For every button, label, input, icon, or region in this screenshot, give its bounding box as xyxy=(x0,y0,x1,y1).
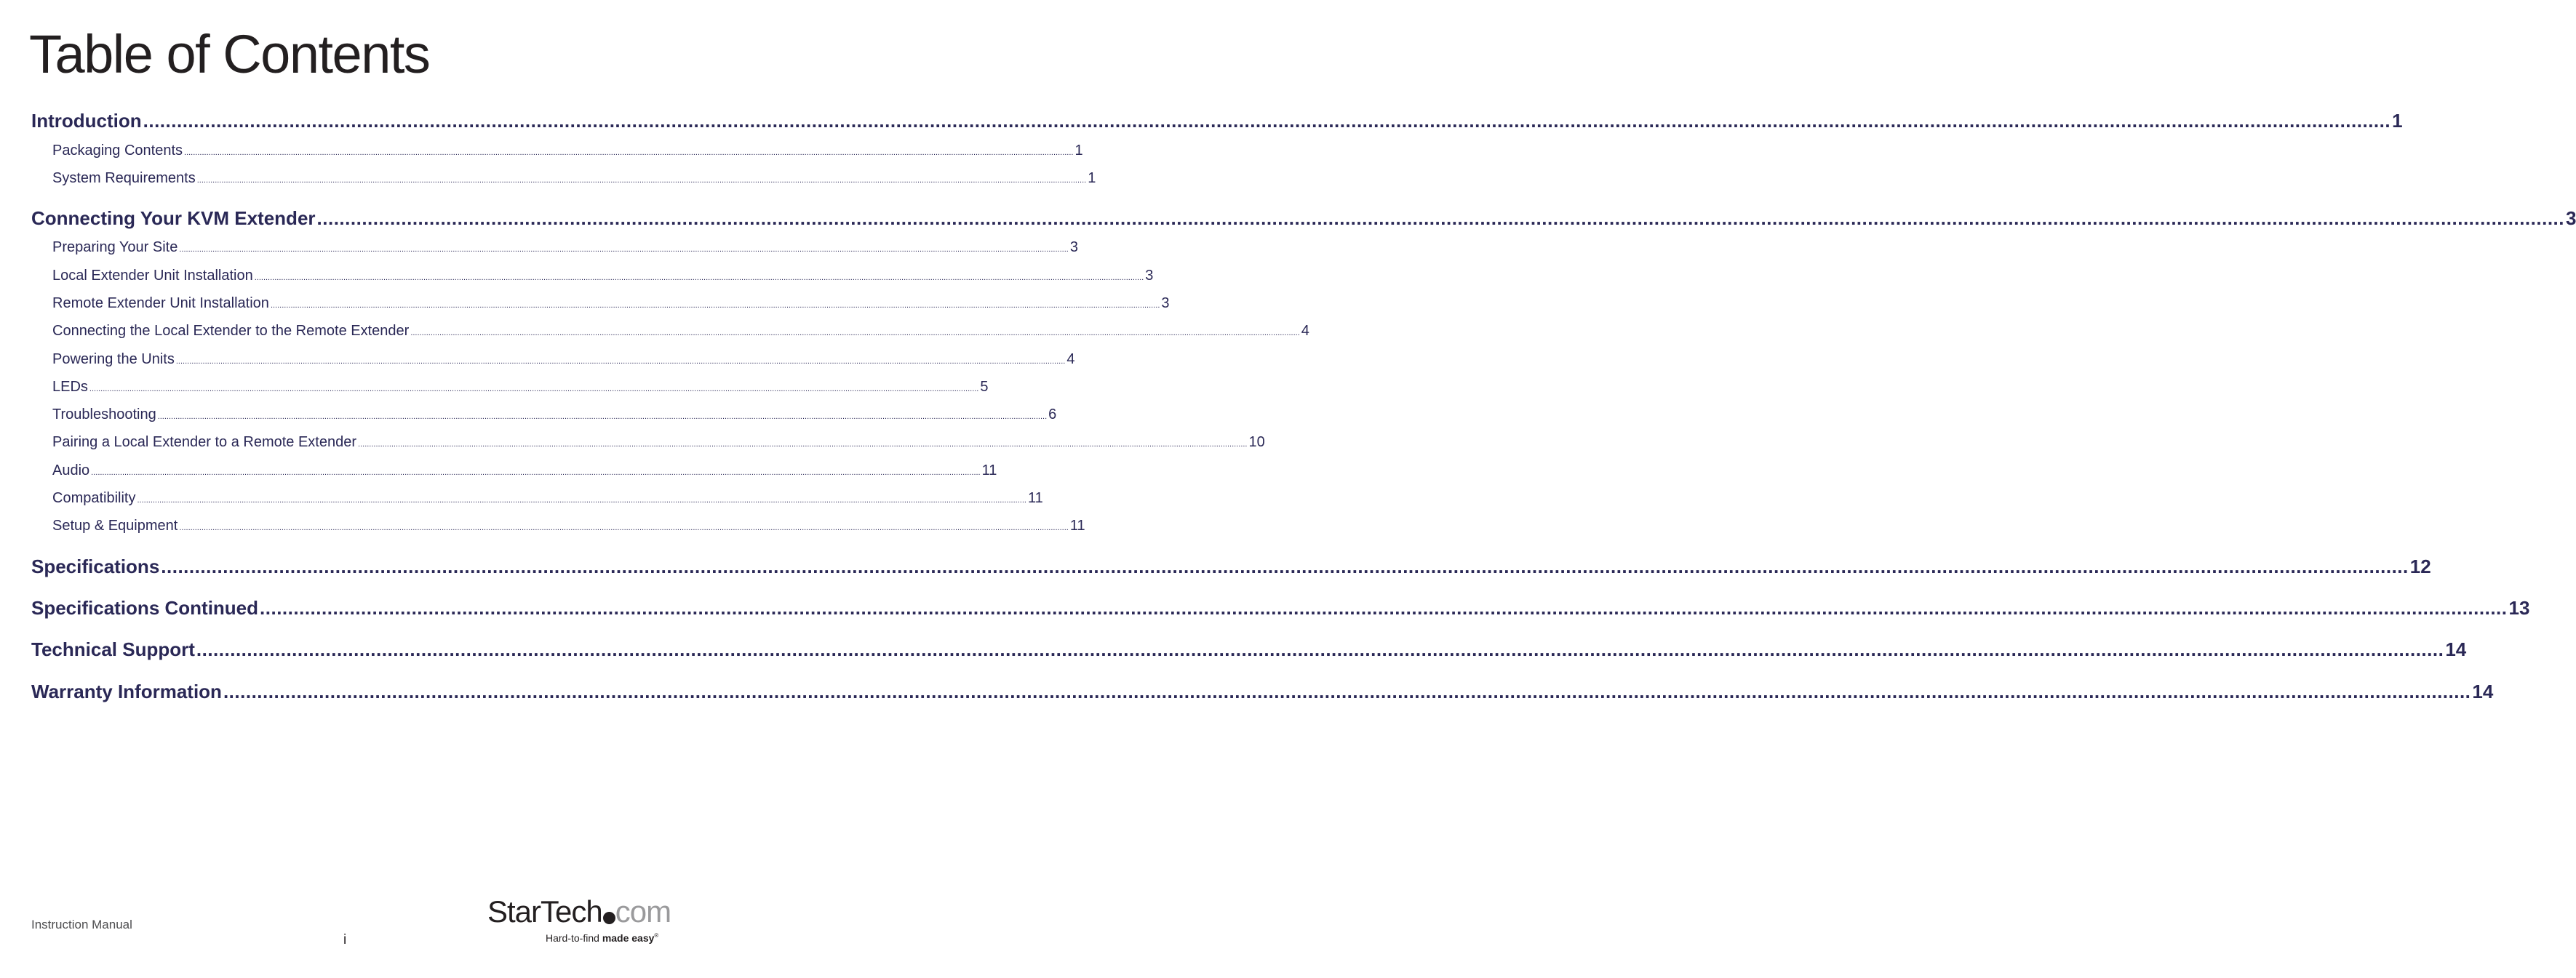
page-title: Table of Contents xyxy=(29,24,430,84)
toc-entry-title: Setup & Equipment xyxy=(52,518,178,534)
dot-leader: ................................................................................................................................................................................................................................................................................................................................................................................................................ xyxy=(175,357,1066,366)
toc-section-entry xyxy=(31,109,2403,132)
toc-subsection-entry xyxy=(52,433,1265,454)
toc-entry-title: Warranty Information xyxy=(31,681,222,702)
toc-subsection-entry xyxy=(52,405,1057,426)
toc-entry-title: Local Extender Unit Installation xyxy=(52,268,253,284)
toc-entry-title: Troubleshooting xyxy=(52,406,156,422)
page-number: i xyxy=(343,932,347,947)
toc-section-entry xyxy=(31,555,2431,578)
logo-tagline-plain: Hard-to-find xyxy=(546,932,602,944)
logo-tagline-bold: made easy xyxy=(602,932,655,944)
toc-entry-title: Packaging Contents xyxy=(52,143,183,159)
toc-entry-title: Compatibility xyxy=(52,490,136,506)
dot-leader: ................................................................................................................................................................................................................................................................................................................................................................................................................ xyxy=(410,329,1300,337)
toc-entry-page: 1 xyxy=(1074,143,1083,159)
toc-entry-page: 1 xyxy=(2392,110,2403,132)
dot-leader: ................................................................................................................................................................................................................................................................................................................................................................................................................ xyxy=(179,524,1069,532)
toc-subsection-entry xyxy=(52,266,1154,287)
toc-subsection-entry xyxy=(52,489,1043,510)
dot-leader: ................................................................................................................................................................................................................................................................................................................................................................................................................ xyxy=(91,468,981,477)
toc-entry-page: 1 xyxy=(1088,170,1096,186)
toc-entry-page: 14 xyxy=(2445,638,2467,660)
toc-entry-page: 11 xyxy=(981,462,997,478)
dot-leader: ................................................................................................................................................................................................................................................................................................................................................................................................................ xyxy=(161,556,2409,577)
dot-leader: ................................................................................................................................................................................................................................................................................................................................................................................................................ xyxy=(270,301,1160,310)
toc-subsection-entry xyxy=(52,377,989,398)
logo-word-end: com xyxy=(615,894,671,929)
logo-tagline xyxy=(546,932,658,944)
logo-word-start: StarTech xyxy=(487,894,602,929)
toc-section-entry xyxy=(31,680,2494,703)
toc-entry-page: 3 xyxy=(1145,268,1154,284)
dot-leader: ................................................................................................................................................................................................................................................................................................................................................................................................................ xyxy=(196,638,2444,660)
toc-subsection-entry xyxy=(52,516,1085,537)
logo-dot-icon xyxy=(603,912,615,924)
toc-subsection-entry xyxy=(52,350,1075,371)
registered-mark: ® xyxy=(654,932,659,939)
toc-entry-page: 13 xyxy=(2508,597,2530,619)
toc-entry-title: Specifications Continued xyxy=(31,597,259,619)
toc-entry-title: Powering the Units xyxy=(52,351,175,367)
toc-entry-title: LEDs xyxy=(52,379,88,395)
toc-entry-title: Audio xyxy=(52,462,90,478)
dot-leader: ................................................................................................................................................................................................................................................................................................................................................................................................................ xyxy=(260,597,2508,619)
toc-entry-page: 3 xyxy=(1069,239,1078,255)
toc-subsection-entry xyxy=(52,321,1309,342)
dot-leader: ................................................................................................................................................................................................................................................................................................................................................................................................................ xyxy=(316,207,2564,229)
dot-leader: ................................................................................................................................................................................................................................................................................................................................................................................................................ xyxy=(179,245,1069,254)
startech-logo xyxy=(487,893,671,951)
toc-entry-title: Pairing a Local Extender to a Remote Extender xyxy=(52,434,357,450)
toc-section-entry xyxy=(31,638,2467,661)
toc-entry-page: 4 xyxy=(1066,351,1075,367)
dot-leader: ................................................................................................................................................................................................................................................................................................................................................................................................................ xyxy=(143,110,2391,132)
toc-entry-title: Specifications xyxy=(31,556,160,577)
toc-subsection-entry xyxy=(52,141,1083,162)
dot-leader: ................................................................................................................................................................................................................................................................................................................................................................................................................ xyxy=(223,681,2471,702)
toc-entry-page: 11 xyxy=(1069,518,1085,534)
toc-entry-page: 5 xyxy=(980,379,989,395)
toc-section-entry xyxy=(31,207,2576,230)
dot-leader: ................................................................................................................................................................................................................................................................................................................................................................................................................ xyxy=(254,273,1144,282)
toc-entry-page: 3 xyxy=(2565,207,2576,229)
toc-section-entry xyxy=(31,596,2530,620)
footer-label: Instruction Manual xyxy=(31,918,132,931)
toc-entry-title: Connecting the Local Extender to the Remote Extender xyxy=(52,323,410,339)
toc-entry-page: 12 xyxy=(2409,556,2431,577)
toc-entry-page: 4 xyxy=(1301,323,1309,339)
toc-subsection-entry xyxy=(52,169,1096,190)
toc-entry-page: 6 xyxy=(1048,406,1057,422)
logo-wordmark xyxy=(487,893,671,931)
toc-entry-page: 3 xyxy=(1161,295,1170,311)
dot-leader: ................................................................................................................................................................................................................................................................................................................................................................................................................ xyxy=(89,385,979,393)
toc-subsection-entry xyxy=(52,461,997,482)
dot-leader: ................................................................................................................................................................................................................................................................................................................................................................................................................ xyxy=(157,412,1048,421)
dot-leader: ................................................................................................................................................................................................................................................................................................................................................................................................................ xyxy=(196,176,1087,185)
toc-subsection-entry xyxy=(52,238,1078,259)
toc-entry-title: Introduction xyxy=(31,110,142,132)
dot-leader: ................................................................................................................................................................................................................................................................................................................................................................................................................ xyxy=(137,496,1026,505)
dot-leader: ................................................................................................................................................................................................................................................................................................................................................................................................................ xyxy=(358,440,1248,449)
toc-entry-title: System Requirements xyxy=(52,170,196,186)
toc-entry-title: Remote Extender Unit Installation xyxy=(52,295,269,311)
toc-entry-page: 14 xyxy=(2472,681,2494,702)
dot-leader: ................................................................................................................................................................................................................................................................................................................................................................................................................ xyxy=(184,148,1074,157)
toc-entry-page: 11 xyxy=(1027,490,1043,506)
toc-subsection-entry xyxy=(52,294,1170,315)
toc-entry-page: 10 xyxy=(1248,434,1265,450)
toc-entry-title: Preparing Your Site xyxy=(52,239,178,255)
toc-entry-title: Connecting Your KVM Extender xyxy=(31,207,316,229)
toc-entry-title: Technical Support xyxy=(31,638,195,660)
